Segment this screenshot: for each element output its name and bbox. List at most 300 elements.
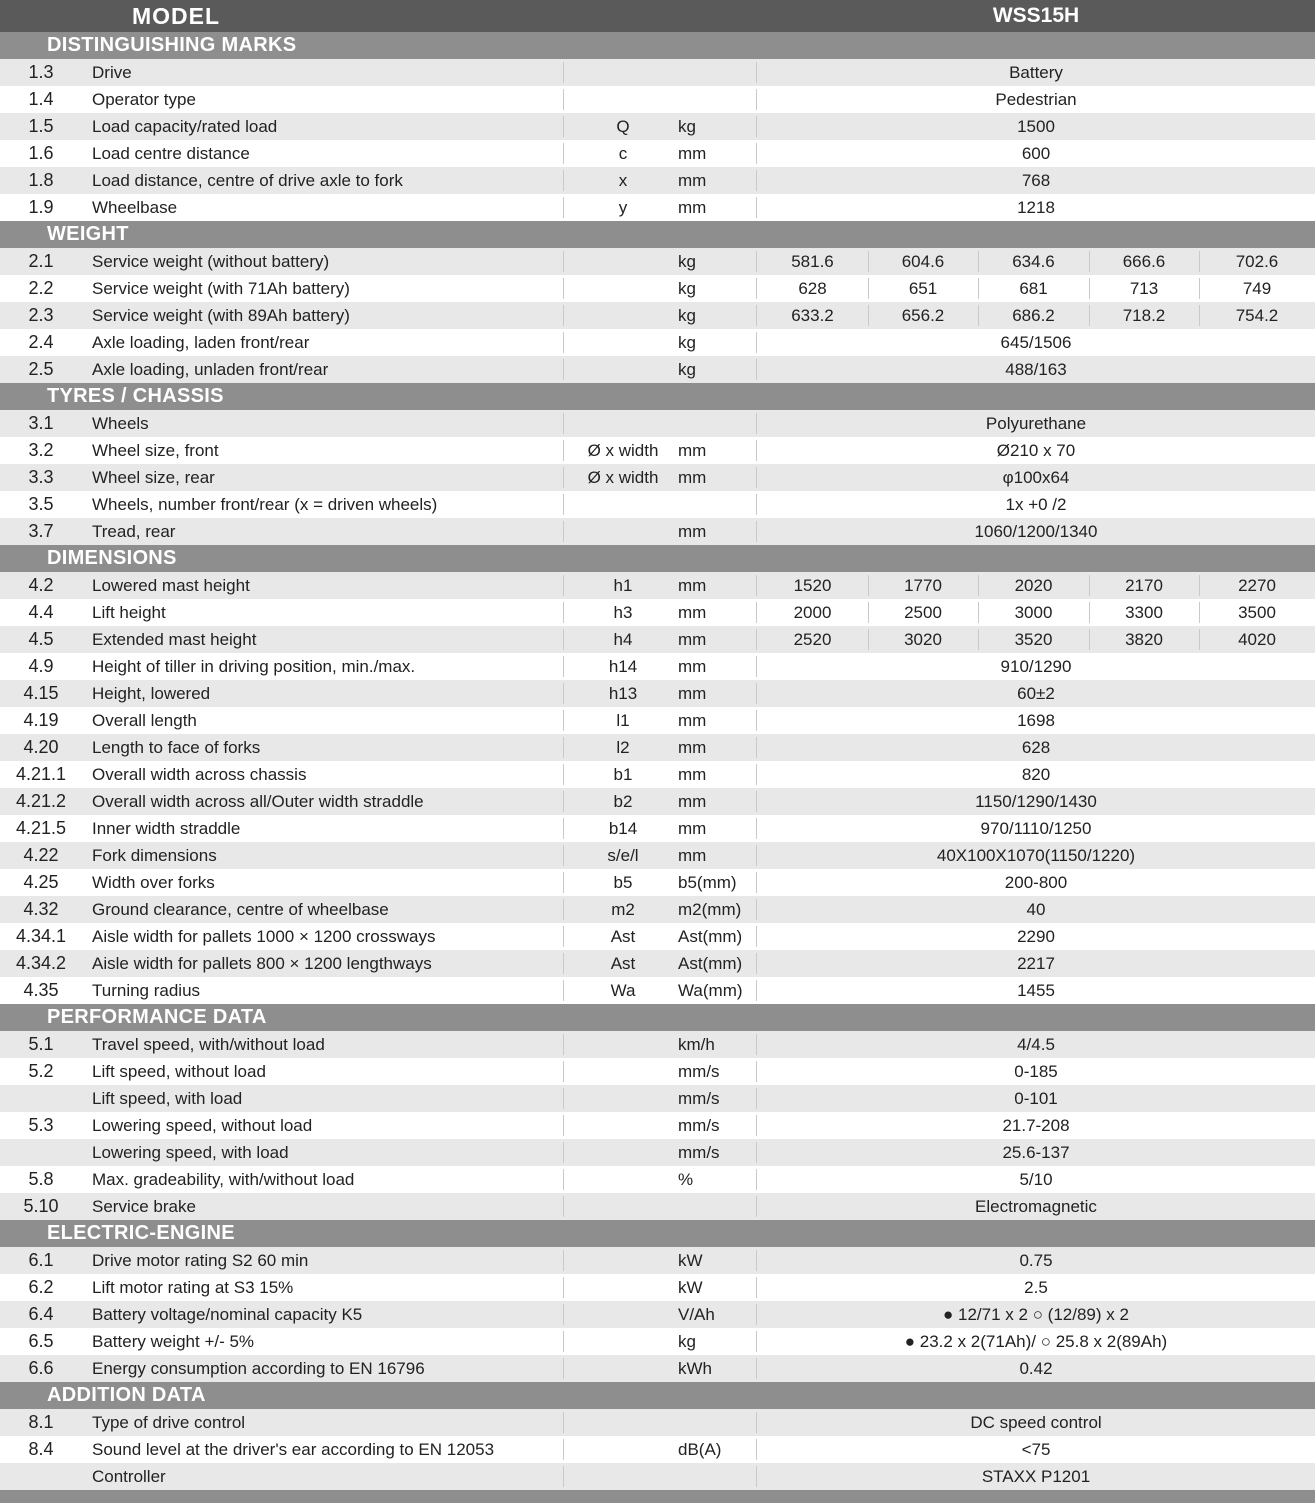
row-value: 2217 <box>1017 953 1055 973</box>
column-divider <box>563 521 564 542</box>
column-divider <box>563 1439 564 1460</box>
row-value: 21.7-208 <box>1002 1115 1070 1135</box>
row-symbol <box>565 1193 681 1220</box>
row-description: Wheel size, rear <box>92 467 215 487</box>
row-unit: mm <box>678 791 707 811</box>
column-divider <box>756 575 757 596</box>
column-divider <box>756 494 757 515</box>
row-symbol: l1 <box>616 710 630 730</box>
table-row <box>0 1436 1315 1463</box>
row-value: 1218 <box>1017 197 1055 217</box>
row-value: Electromagnetic <box>975 1196 1097 1216</box>
row-symbol: h13 <box>608 683 638 703</box>
column-divider <box>1199 602 1200 623</box>
row-value-5: 702.6 <box>1235 251 1279 271</box>
column-divider <box>563 1088 564 1109</box>
table-row <box>0 1247 1315 1274</box>
section-header <box>0 1220 1315 1247</box>
row-value: 0-185 <box>1014 1061 1058 1081</box>
row-description: Operator type <box>92 89 196 109</box>
row-value: 600 <box>1021 143 1051 163</box>
table-row <box>0 59 1315 86</box>
section-title: ELECTRIC-ENGINE <box>47 1222 235 1244</box>
table-row <box>0 653 1315 680</box>
column-divider <box>563 143 564 164</box>
table-row <box>0 1166 1315 1193</box>
row-description: Type of drive control <box>92 1412 246 1432</box>
row-number: 4.21.5 <box>15 818 67 838</box>
column-divider <box>563 926 564 947</box>
column-divider <box>1199 305 1200 326</box>
table-row <box>0 1058 1315 1085</box>
row-number: 4.21.1 <box>15 764 67 784</box>
row-value: 768 <box>1021 170 1051 190</box>
row-number: 4.15 <box>23 683 59 703</box>
row-number: 3.5 <box>28 494 54 514</box>
section-title: WEIGHT <box>47 223 129 245</box>
column-divider <box>756 1277 757 1298</box>
table-row <box>0 1409 1315 1436</box>
column-divider <box>563 1034 564 1055</box>
table-row <box>0 950 1315 977</box>
column-divider <box>563 980 564 1001</box>
row-unit: mm/s <box>678 1088 720 1108</box>
row-value: ● 12/71 x 2 ○ (12/89) x 2 <box>943 1304 1129 1324</box>
column-divider <box>563 737 564 758</box>
row-number: 4.34.1 <box>15 926 67 946</box>
row-description: Overall width across chassis <box>92 764 307 784</box>
model-value: WSS15H <box>992 4 1080 27</box>
row-symbol: Ø x width <box>587 440 659 460</box>
column-divider <box>756 62 757 83</box>
row-symbol: m2 <box>611 899 635 919</box>
column-divider <box>868 602 869 623</box>
row-value-4: 3820 <box>1125 629 1163 649</box>
row-description: Battery voltage/nominal capacity K5 <box>92 1304 363 1324</box>
row-description: Energy consumption according to EN 16796 <box>92 1358 425 1378</box>
column-divider <box>756 332 757 353</box>
table-row <box>0 1328 1315 1355</box>
column-divider <box>563 116 564 137</box>
column-divider <box>563 656 564 677</box>
table-row <box>0 1085 1315 1112</box>
table-row <box>0 464 1315 491</box>
row-value: 0-101 <box>1014 1088 1058 1108</box>
row-value: ● 23.2 x 2(71Ah)/ ○ 25.8 x 2(89Ah) <box>904 1331 1168 1351</box>
row-description: Wheelbase <box>92 197 178 217</box>
row-unit: kg <box>678 116 696 136</box>
row-description: Ground clearance, centre of wheelbase <box>92 899 389 919</box>
row-description: Lift speed, with load <box>92 1088 243 1108</box>
column-divider <box>563 1061 564 1082</box>
column-divider <box>756 1061 757 1082</box>
column-divider <box>756 413 757 434</box>
column-divider <box>563 89 564 110</box>
row-number: 6.5 <box>28 1331 54 1351</box>
row-value: 628 <box>1021 737 1051 757</box>
column-divider <box>756 89 757 110</box>
column-divider <box>563 845 564 866</box>
row-description: Travel speed, with/without load <box>92 1034 325 1054</box>
row-description: Lift motor rating at S3 15% <box>92 1277 294 1297</box>
column-divider <box>563 1142 564 1163</box>
column-divider <box>756 1088 757 1109</box>
row-number: 3.7 <box>28 521 54 541</box>
row-value-3: 2020 <box>1014 575 1053 595</box>
row-number: 2.3 <box>28 305 54 325</box>
column-divider <box>563 278 564 299</box>
row-value-5: 4020 <box>1238 629 1276 649</box>
column-divider <box>563 764 564 785</box>
row-number: 2.1 <box>28 251 54 271</box>
row-value: 25.6-137 <box>1002 1142 1070 1162</box>
table-row <box>0 410 1315 437</box>
row-unit: m2(mm) <box>678 899 742 919</box>
row-symbol: h14 <box>608 656 638 676</box>
row-description: Max. gradeability, with/without load <box>92 1169 355 1189</box>
row-symbol: h3 <box>613 602 633 622</box>
column-divider <box>1199 278 1200 299</box>
row-description: Battery weight +/- 5% <box>92 1331 255 1351</box>
table-row <box>0 1355 1315 1382</box>
column-divider <box>563 251 564 272</box>
row-description: Load distance, centre of drive axle to fork <box>92 170 403 190</box>
row-value-5: 2270 <box>1238 575 1276 595</box>
row-symbol <box>565 1301 681 1328</box>
column-divider <box>563 305 564 326</box>
column-divider <box>563 494 564 515</box>
table-row <box>0 437 1315 464</box>
row-symbol <box>565 275 681 302</box>
row-unit: % <box>678 1169 694 1189</box>
row-number <box>0 1463 82 1490</box>
row-number: 4.32 <box>23 899 59 919</box>
row-symbol: x <box>618 170 628 190</box>
row-value-5: 754.2 <box>1235 305 1279 325</box>
column-divider <box>563 359 564 380</box>
column-divider <box>563 710 564 731</box>
row-description: Aisle width for pallets 800 × 1200 lengthways <box>92 953 432 973</box>
row-value: 0.42 <box>1019 1358 1053 1378</box>
column-divider <box>756 791 757 812</box>
row-unit: kW <box>678 1250 703 1270</box>
table-row <box>0 1112 1315 1139</box>
column-divider <box>756 251 757 272</box>
row-value: 40X100X1070(1150/1220) <box>936 845 1136 865</box>
row-value-5: 749 <box>1242 278 1272 298</box>
row-unit: mm <box>678 170 707 190</box>
row-value-1: 581.6 <box>791 251 834 271</box>
row-value-2: 656.2 <box>901 305 945 325</box>
row-symbol <box>565 1031 681 1058</box>
column-divider <box>756 1304 757 1325</box>
column-divider <box>756 1169 757 1190</box>
row-unit <box>678 59 756 86</box>
row-number: 2.2 <box>28 278 54 298</box>
row-symbol <box>565 248 681 275</box>
table-row <box>0 761 1315 788</box>
column-divider <box>756 467 757 488</box>
row-value: 1698 <box>1017 710 1055 730</box>
column-divider <box>563 1250 564 1271</box>
column-divider <box>756 710 757 731</box>
table-row <box>0 275 1315 302</box>
row-value: 2290 <box>1017 926 1055 946</box>
row-value-3: 634.6 <box>1012 251 1055 271</box>
row-unit: kg <box>678 1331 696 1351</box>
row-symbol: Q <box>616 116 630 136</box>
table-row <box>0 815 1315 842</box>
table-row <box>0 869 1315 896</box>
row-description: Lift height <box>92 602 166 622</box>
row-description: Overall width across all/Outer width straddle <box>92 791 424 811</box>
row-unit: mm <box>678 575 707 595</box>
row-symbol <box>565 1409 681 1436</box>
row-symbol: Ast <box>610 953 636 973</box>
row-value-5: 3500 <box>1238 602 1276 622</box>
row-unit: kg <box>678 332 696 352</box>
column-divider <box>756 1034 757 1055</box>
column-divider <box>756 602 757 623</box>
column-divider <box>756 359 757 380</box>
row-description: Inner width straddle <box>92 818 241 838</box>
table-row <box>0 302 1315 329</box>
row-symbol <box>565 1139 681 1166</box>
column-divider <box>563 1331 564 1352</box>
section-title: ADDITION DATA <box>47 1384 206 1406</box>
row-value: Ø210 x 70 <box>996 440 1076 460</box>
row-symbol <box>565 1463 681 1490</box>
column-divider <box>563 1169 564 1190</box>
section-title: DISTINGUISHING MARKS <box>47 34 297 56</box>
row-unit: mm <box>678 737 707 757</box>
row-description: Height, lowered <box>92 683 211 703</box>
row-symbol <box>565 1112 681 1139</box>
table-row <box>0 842 1315 869</box>
row-symbol <box>565 86 681 113</box>
row-unit: mm <box>678 467 707 487</box>
row-description: Axle loading, unladen front/rear <box>92 359 329 379</box>
row-number: 4.5 <box>28 629 54 649</box>
row-unit <box>678 1193 756 1220</box>
table-row <box>0 788 1315 815</box>
row-unit <box>678 491 756 518</box>
row-description: Axle loading, laden front/rear <box>92 332 310 352</box>
column-divider <box>756 629 757 650</box>
row-value: 1150/1290/1430 <box>975 791 1097 811</box>
row-number: 3.3 <box>28 467 54 487</box>
row-unit: mm <box>678 845 707 865</box>
table-row <box>0 248 1315 275</box>
row-value-4: 718.2 <box>1122 305 1166 325</box>
column-divider <box>1199 575 1200 596</box>
table-row <box>0 140 1315 167</box>
table-row <box>0 113 1315 140</box>
column-divider <box>563 1115 564 1136</box>
row-value-2: 3020 <box>904 629 942 649</box>
row-unit: km/h <box>678 1034 715 1054</box>
row-value: Polyurethane <box>985 413 1087 433</box>
row-symbol: Ø x width <box>587 467 659 487</box>
row-symbol: y <box>618 197 628 217</box>
column-divider <box>756 1196 757 1217</box>
column-divider <box>756 818 757 839</box>
row-symbol: b5 <box>613 872 633 892</box>
table-row <box>0 86 1315 113</box>
row-value: 1500 <box>1017 116 1055 136</box>
column-divider <box>756 521 757 542</box>
row-description: Aisle width for pallets 1000 × 1200 crossways <box>92 926 436 946</box>
table-row <box>0 1031 1315 1058</box>
row-value: 4/4.5 <box>1017 1034 1055 1054</box>
row-symbol: Wa <box>610 980 636 1000</box>
row-description: Lowering speed, with load <box>92 1142 289 1162</box>
column-divider <box>756 872 757 893</box>
row-description: Drive motor rating S2 60 min <box>92 1250 309 1270</box>
column-divider <box>1199 629 1200 650</box>
row-number: 3.2 <box>28 440 54 460</box>
row-number: 3.1 <box>28 413 54 433</box>
row-unit: mm <box>678 440 707 460</box>
table-row <box>0 1301 1315 1328</box>
column-divider <box>1089 629 1090 650</box>
row-symbol <box>565 1328 681 1355</box>
table-row <box>0 680 1315 707</box>
row-unit: Ast(mm) <box>678 953 743 973</box>
column-divider <box>563 683 564 704</box>
table-row <box>0 194 1315 221</box>
column-divider <box>868 251 869 272</box>
column-divider <box>563 1277 564 1298</box>
column-divider <box>1089 251 1090 272</box>
row-symbol: h1 <box>613 575 633 595</box>
column-divider <box>756 980 757 1001</box>
row-unit: Wa(mm) <box>678 980 743 1000</box>
column-divider <box>756 683 757 704</box>
column-divider <box>868 575 869 596</box>
row-number <box>0 1139 82 1166</box>
column-divider <box>1089 575 1090 596</box>
column-divider <box>756 1331 757 1352</box>
column-divider <box>563 332 564 353</box>
row-value-3: 686.2 <box>1012 305 1055 325</box>
row-value: 820 <box>1021 764 1051 784</box>
row-number: 4.2 <box>28 575 54 595</box>
row-unit <box>678 410 756 437</box>
row-number: 4.20 <box>23 737 59 757</box>
section-header <box>0 383 1315 410</box>
row-unit <box>678 1463 756 1490</box>
column-divider <box>756 1250 757 1271</box>
row-description: Service weight (with 71Ah battery) <box>92 278 350 298</box>
row-description: Fork dimensions <box>92 845 217 865</box>
row-description: Load centre distance <box>92 143 250 163</box>
row-unit: mm <box>678 656 707 676</box>
column-divider <box>563 170 564 191</box>
row-unit: mm/s <box>678 1115 720 1135</box>
row-value-4: 713 <box>1129 278 1159 298</box>
table-row <box>0 518 1315 545</box>
column-divider <box>756 1466 757 1487</box>
column-divider <box>756 899 757 920</box>
row-symbol: l2 <box>616 737 630 757</box>
row-unit: kg <box>678 251 696 271</box>
column-divider <box>563 1412 564 1433</box>
table-row <box>0 491 1315 518</box>
row-unit: kWh <box>678 1358 712 1378</box>
column-divider <box>756 764 757 785</box>
table-row <box>0 1139 1315 1166</box>
table-row <box>0 599 1315 626</box>
column-divider <box>756 1358 757 1379</box>
row-description: Wheels <box>92 413 149 433</box>
column-divider <box>1089 602 1090 623</box>
section-title: PERFORMANCE DATA <box>47 1006 267 1028</box>
row-value: 910/1290 <box>1000 656 1072 676</box>
row-value: Battery <box>1009 62 1063 82</box>
row-unit: mm <box>678 521 707 541</box>
column-divider <box>756 1115 757 1136</box>
column-divider <box>756 305 757 326</box>
row-unit: kg <box>678 278 696 298</box>
section-header <box>0 221 1315 248</box>
column-divider <box>756 143 757 164</box>
column-divider <box>756 116 757 137</box>
column-divider <box>868 629 869 650</box>
row-symbol <box>565 356 681 383</box>
row-value: 645/1506 <box>1000 332 1072 352</box>
row-description: Lowered mast height <box>92 575 250 595</box>
row-symbol <box>565 59 681 86</box>
row-number: 5.1 <box>28 1034 54 1054</box>
row-value-4: 2170 <box>1125 575 1163 595</box>
column-divider <box>756 1439 757 1460</box>
row-number: 1.9 <box>28 197 54 217</box>
table-row <box>0 572 1315 599</box>
row-unit: mm <box>678 602 707 622</box>
row-value-3: 3000 <box>1014 602 1053 622</box>
column-divider <box>563 1358 564 1379</box>
model-header <box>0 0 1315 32</box>
row-value: DC speed control <box>970 1412 1102 1432</box>
row-symbol <box>565 1058 681 1085</box>
column-divider <box>978 575 979 596</box>
row-symbol: b1 <box>613 764 633 784</box>
column-divider <box>756 953 757 974</box>
row-unit <box>678 1409 756 1436</box>
row-value: 60±2 <box>1017 683 1055 703</box>
row-unit: kg <box>678 305 696 325</box>
row-value-1: 2000 <box>793 602 832 622</box>
row-unit: Ast(mm) <box>678 926 743 946</box>
table-row <box>0 977 1315 1004</box>
section-header <box>0 32 1315 59</box>
column-divider <box>563 575 564 596</box>
column-divider <box>563 818 564 839</box>
row-unit: mm/s <box>678 1061 720 1081</box>
row-value: 2.5 <box>1024 1277 1048 1297</box>
row-symbol: b14 <box>608 818 638 838</box>
column-divider <box>563 872 564 893</box>
row-value-4: 3300 <box>1125 602 1163 622</box>
row-unit: mm <box>678 197 707 217</box>
row-symbol <box>565 1166 681 1193</box>
row-number: 4.35 <box>23 980 59 1000</box>
column-divider <box>563 791 564 812</box>
column-divider <box>756 197 757 218</box>
row-value: 1060/1200/1340 <box>974 521 1098 541</box>
row-number: 4.34.2 <box>15 953 67 973</box>
